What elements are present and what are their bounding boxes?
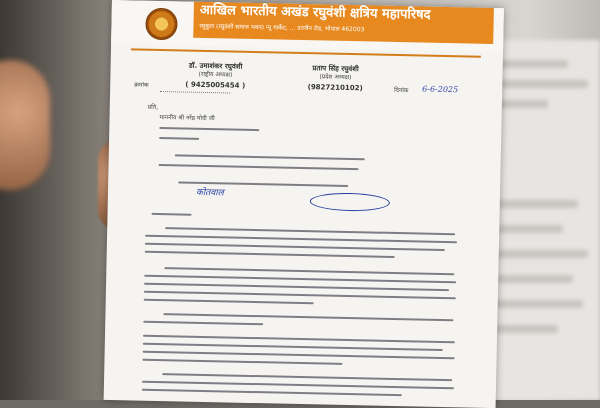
text-line <box>152 213 192 216</box>
letter-document <box>104 0 504 408</box>
text-line <box>143 351 455 360</box>
text-line <box>145 243 445 251</box>
text-line <box>159 164 359 170</box>
blurred-thumb <box>0 60 50 190</box>
text-line <box>159 127 259 131</box>
text-line <box>143 335 455 344</box>
letterhead-banner <box>193 2 494 44</box>
letterhead <box>111 0 504 52</box>
contact-phone: (9827210102) <box>307 83 363 93</box>
organization-name: आखिल भारतीय अखंड रघुवंशी क्षत्रिय महापरिषद <box>199 2 431 23</box>
contact-state-president <box>280 64 391 94</box>
text-line <box>144 275 456 284</box>
text-line <box>159 137 199 140</box>
reference-dotted-line <box>160 90 230 93</box>
text-line <box>142 359 342 365</box>
text-line <box>143 321 263 326</box>
text-line <box>178 181 348 187</box>
text-line <box>175 154 365 160</box>
contact-phone: ( 9425005454 ) <box>185 80 246 90</box>
organization-logo-icon <box>145 8 178 41</box>
text-line <box>164 267 454 275</box>
salutation-to: प्रति, <box>147 103 159 111</box>
organization-address: रघुकुल (रघुवंशी समाज भवन) न्यू मार्केट, ... उज्जैन रोड, भोपाल 462003 <box>199 22 365 34</box>
text-line <box>143 343 443 351</box>
text-line <box>144 283 449 291</box>
text-line <box>144 291 456 300</box>
handwritten-annotation: कोतवाल <box>195 187 224 199</box>
text-line <box>142 389 402 396</box>
date-value: 6-6-2025 <box>422 84 459 95</box>
contact-name: डॉ. उमाशंकर रघुवंशी <box>188 61 243 71</box>
date-label: दिनांक <box>394 86 409 95</box>
text-line <box>165 227 455 235</box>
contact-president <box>160 61 271 91</box>
text-line <box>144 299 314 305</box>
text-line <box>162 373 452 381</box>
contact-role: (प्रदेश अध्यक्ष) <box>319 73 352 82</box>
circled-handwriting <box>310 192 390 212</box>
text-line <box>145 235 457 244</box>
text-line <box>142 381 454 390</box>
recipient-line: माननीय श्री नरेंद्र मोदी जी <box>159 114 215 123</box>
contact-name: प्रताप सिंह रघुवंशी <box>312 64 359 74</box>
text-line <box>163 313 453 321</box>
reference-label: क्रमांक <box>134 81 149 89</box>
contact-role: (राष्ट्रीय अध्यक्ष) <box>198 70 233 79</box>
text-line <box>145 251 395 258</box>
